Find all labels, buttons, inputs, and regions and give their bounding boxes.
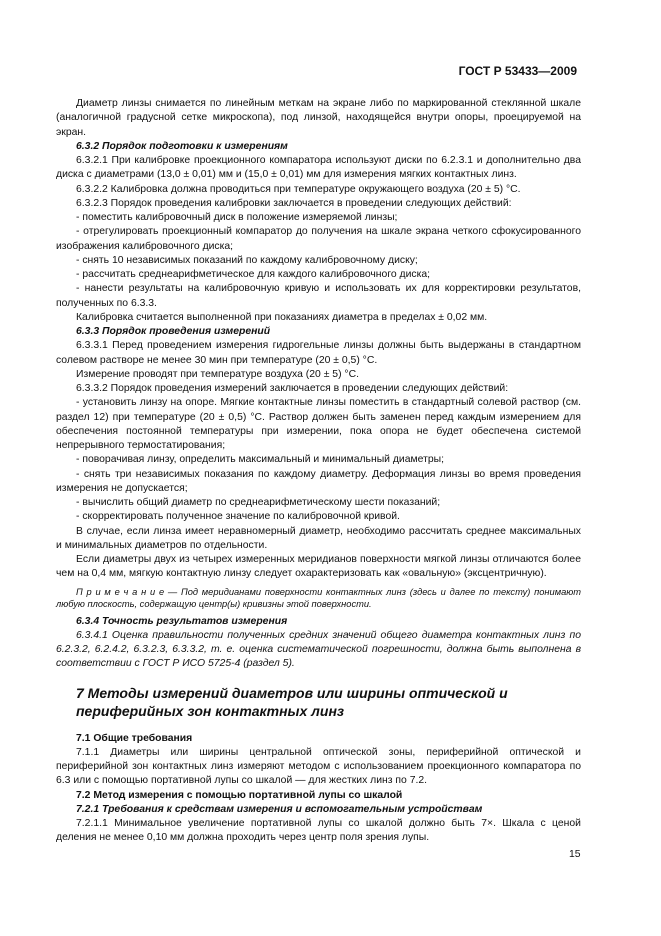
list-item: - скорректировать полученное значение по калибровочной кривой. [76,511,400,523]
list-item: - снять 10 независимых показаний по каждому калибровочному диску; [76,254,418,266]
paragraph-lens-diameter: Диаметр линзы снимается по линейным меткам на экране либо по маркированной стеклянной шкале (аналогичной градусной сетке микроскопа), под линзой, находящейся внутри опоры, проецируемой на экран. [56,98,581,138]
page-number: 15 [569,849,581,860]
clause-6-3-2-3: 6.3.2.3 Порядок проведения калибровки заключается в проведении следующих действий: [76,197,512,209]
note-meridians: П р и м е ч а н и е — Под меридианами поверхности контактных линз (здесь и далее по тексту) понимают любую плоскость, содержащую центр(ы) кривизны этой поверхности. [56,586,581,609]
subsection-6-3-3-heading: 6.3.3 Порядок проведения измерений [76,326,271,337]
list-item: - отрегулировать проекционный компаратор до получения на шкале экрана четкого сфокусированного изображения калибровочного диска; [56,226,581,252]
paragraph-air-temperature: Измерение проводят при температуре воздуха (20 ± 5) °С. [76,368,359,380]
list-item: - поворачивая линзу, определить максимальный и минимальный диаметры; [76,454,444,466]
list-item: - нанести результаты на калибровочную кривую и использовать их для корректировки результатов, полученных по 6.3.3. [56,283,581,309]
list-item: - поместить калибровочный диск в положение измеряемой линзы; [76,212,398,223]
subsection-6-3-4-heading: 6.3.4 Точность результатов измерения [76,615,288,627]
subsection-6-3-2-heading: 6.3.2 Порядок подготовки к измерениям [76,140,288,152]
clause-6-3-2-1: 6.3.2.1 При калибровке проекционного компаратора используют диски по 6.2.3.1 и дополнительно два диска с диаметрами (13,0 ± 0,01) мм и (15,0 ± 0,01) мм для измерения мягких контактных линз. [56,155,581,181]
paragraph-uneven-diameter: В случае, если линза имеет неравномерный диаметр, необходимо рассчитать среднее максимальных и минимальных диаметров по отдельности. [56,525,581,551]
subsection-7-2-heading: 7.2 Метод измерения с помощью портативной лупы со шкалой [76,789,403,801]
list-item: - рассчитать среднеарифметическое для каждого калибровочного диска; [76,269,431,280]
subsection-7-2-1-heading: 7.2.1 Требования к средствам измерения и вспомогательным устройствам [76,803,483,815]
clause-7-2-1-1: 7.2.1.1 Минимальное увеличение портативной лупы со шкалой должно быть 7×. Шкала с ценой деления не менее 0,10 мм должна проходить через центр поля зрения лупы. [56,818,581,844]
list-item: - снять три независимых показания по каждому диаметру. Деформация линзы во время проведения измерения не допускается; [56,468,581,494]
clause-6-3-2-2: 6.3.2.2 Калибровка должна проводиться при температуре окружающего воздуха (20 ± 5) °С. [76,183,521,195]
section-7-heading: 7 Методы измерений диаметров или ширины оптической и периферийных зон контактных линз [76,684,508,719]
clause-6-3-4-1: 6.3.4.1 Оценка правильности полученных средних значений общего диаметра контактных линз по 6.2.3.2, 6.2.4.2, 6.3.2.3, 6.3.3.2, т. е. оценка систематической погрешности, должна быть выполнена в соответствии с ГОСТ Р ИСО 5725-4 (раздел 5). [56,629,581,670]
list-item: - установить линзу на опоре. Мягкие контактные линзы поместить в стандартный солевой раствор (см. раздел 12) при температуре (20 ± 0,5) °С. Раствор должен быть заменен перед каждым измерением для обеспечения постоянной температуры при измерении, пока опора не будет обеспечена системой непрерывного термостатирования; [56,397,581,451]
document-body [56,97,581,846]
clause-6-3-3-1: 6.3.3.1 Перед проведением измерения гидрогельные линзы должны быть выдержаны в стандартном солевом растворе не менее 30 мин при температуре (20 ± 0,5) °С. [56,340,581,366]
clause-6-3-3-2: 6.3.3.2 Порядок проведения измерений заключается в проведении следующих действий: [76,383,509,394]
document-code-header: ГОСТ Р 53433—2009 [458,64,577,78]
list-item: - вычислить общий диаметр по среднеарифметическому шести показаний; [76,497,441,508]
subsection-7-1-heading: 7.1 Общие требования [76,732,193,744]
paragraph-calibration-done: Калибровка считается выполненной при показаниях диаметра в пределах ± 0,02 мм. [76,311,488,323]
clause-7-1-1: 7.1.1 Диаметры или ширины центральной оптической зоны, периферийной оптической и периферийной зон контактных линз измеряют методом с использованием проекционного компаратора по 6.3 или с помощью портативной лупы со шкалой — для жестких линз по 7.2. [56,746,581,787]
paragraph-oval-lens: Если диаметры двух из четырех измеренных меридианов поверхности мягкой линзы отличаются более чем на 0,4 мм, мягкую контактную линзу следует охарактеризовать как «овальную» (эксцентричную). [56,554,581,580]
